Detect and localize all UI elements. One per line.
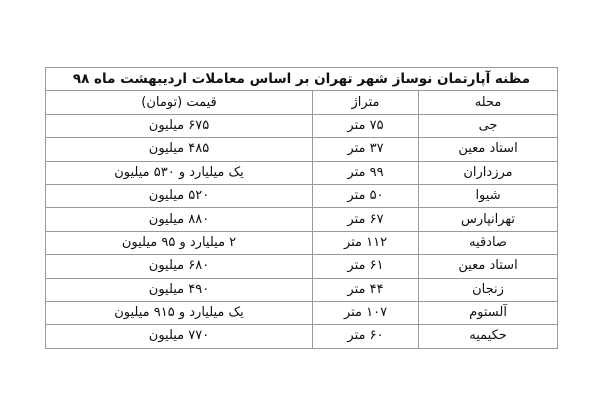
cell-area: استاد معین (419, 255, 558, 278)
cell-area: آلستوم (419, 301, 558, 324)
cell-price: یک میلیارد و ۵۳۰ میلیون (46, 161, 313, 184)
cell-price: ۲ میلیارد و ۹۵ میلیون (46, 231, 313, 254)
cell-area: حکیمیه (419, 325, 558, 348)
cell-price: یک میلیارد و ۹۱۵ میلیون (46, 301, 313, 324)
cell-size: ۶۷ متر (313, 208, 419, 231)
cell-size: ۴۴ متر (313, 278, 419, 301)
table-row (46, 325, 558, 348)
cell-area: زنجان (419, 278, 558, 301)
price-table (45, 67, 558, 349)
cell-area: شیوا (419, 184, 558, 207)
cell-price: ۷۷۰ میلیون (46, 325, 313, 348)
cell-size: ۶۱ متر (313, 255, 419, 278)
cell-area: صادقیه (419, 231, 558, 254)
table-row (46, 114, 558, 137)
table-row (46, 161, 558, 184)
cell-price: ۸۸۰ میلیون (46, 208, 313, 231)
cell-price: ۶۸۰ میلیون (46, 255, 313, 278)
cell-size: ۷۵ متر (313, 114, 419, 137)
cell-size: ۱۱۲ متر (313, 231, 419, 254)
header-row (46, 91, 558, 114)
header-price: قیمت (تومان) (46, 91, 313, 114)
table-title: مظنه آپارتمان نوساز شهر تهران بر اساس معاملات اردیبهشت ماه ۹۸ (46, 68, 558, 91)
cell-size: ۶۰ متر (313, 325, 419, 348)
table-row (46, 255, 558, 278)
cell-price: ۴۸۵ میلیون (46, 138, 313, 161)
table-row (46, 301, 558, 324)
table-row (46, 278, 558, 301)
cell-area: مرزداران (419, 161, 558, 184)
cell-price: ۴۹۰ میلیون (46, 278, 313, 301)
cell-price: ۶۷۵ میلیون (46, 114, 313, 137)
cell-size: ۱۰۷ متر (313, 301, 419, 324)
cell-size: ۳۷ متر (313, 138, 419, 161)
table-row (46, 208, 558, 231)
header-area: محله (419, 91, 558, 114)
title-row (46, 68, 558, 91)
table-row (46, 184, 558, 207)
table-row (46, 231, 558, 254)
cell-price: ۵۲۰ میلیون (46, 184, 313, 207)
cell-area: تهرانپارس (419, 208, 558, 231)
cell-area: استاد معین (419, 138, 558, 161)
cell-size: ۵۰ متر (313, 184, 419, 207)
cell-size: ۹۹ متر (313, 161, 419, 184)
cell-area: جی (419, 114, 558, 137)
header-size: متراژ (313, 91, 419, 114)
table-row (46, 138, 558, 161)
